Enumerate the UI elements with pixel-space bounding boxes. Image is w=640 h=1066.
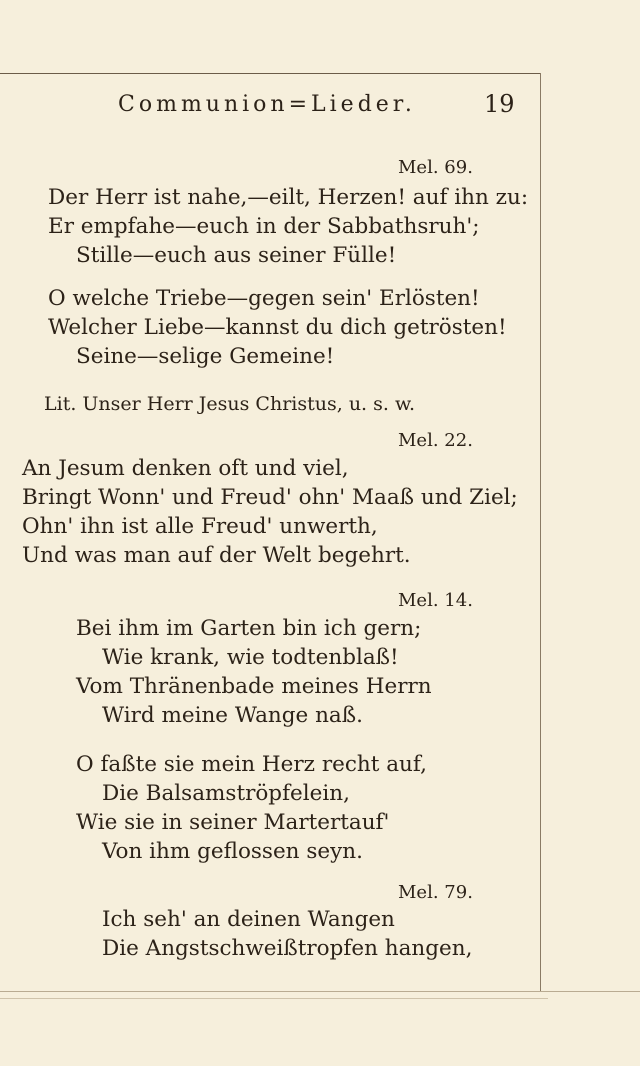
- melody-ref: Mel. 69.: [398, 157, 473, 178]
- verse-line: Bringt Wonn' und Freud' ohn' Maaß und Ziel;: [22, 485, 518, 510]
- melody-ref: Mel. 22.: [398, 430, 473, 451]
- verse-line: Die Balsamströpfelein,: [102, 781, 350, 806]
- verse-line: Ich seh' an deinen Wangen: [102, 907, 395, 932]
- right-rule: [540, 73, 541, 991]
- melody-ref: Mel. 14.: [398, 590, 473, 611]
- page-number: 19: [484, 90, 515, 118]
- verse-line: Seine—selige Gemeine!: [76, 344, 335, 369]
- verse-line: An Jesum denken oft und viel,: [22, 456, 349, 481]
- verse-line: Er empfahe—euch in der Sabbathsruh';: [48, 214, 480, 239]
- verse-line: Stille—euch aus seiner Fülle!: [76, 243, 397, 268]
- verse-line: Die Angstschweißtropfen hangen,: [102, 936, 473, 961]
- melody-ref: Mel. 79.: [398, 882, 473, 903]
- verse-line: O welche Triebe—gegen sein' Erlösten!: [48, 286, 480, 311]
- running-head: Communion=Lieder.: [118, 92, 416, 117]
- verse-line: Bei ihm im Garten bin ich gern;: [76, 616, 422, 641]
- verse-line: Und was man auf der Welt begehrt.: [22, 543, 411, 568]
- verse-line: Von ihm geflossen seyn.: [102, 839, 363, 864]
- bottom-rule: [0, 991, 640, 992]
- verse-line: Ohn' ihn ist alle Freud' unwerth,: [22, 514, 378, 539]
- top-rule: [0, 73, 540, 74]
- verse-line: Wird meine Wange naß.: [102, 703, 363, 728]
- verse-line: Wie krank, wie todtenblaß!: [102, 645, 399, 670]
- litany-line: Lit. Unser Herr Jesus Christus, u. s. w.: [44, 393, 416, 415]
- verse-line: Der Herr ist nahe,—eilt, Herzen! auf ihn zu:: [48, 185, 529, 210]
- bottom-rule-inner: [0, 998, 548, 999]
- verse-line: Vom Thränenbade meines Herrn: [76, 674, 432, 699]
- verse-line: Wie sie in seiner Martertauf': [76, 810, 390, 835]
- verse-line: Welcher Liebe—kannst du dich getrösten!: [48, 315, 507, 340]
- verse-line: O faßte sie mein Herz recht auf,: [76, 752, 427, 777]
